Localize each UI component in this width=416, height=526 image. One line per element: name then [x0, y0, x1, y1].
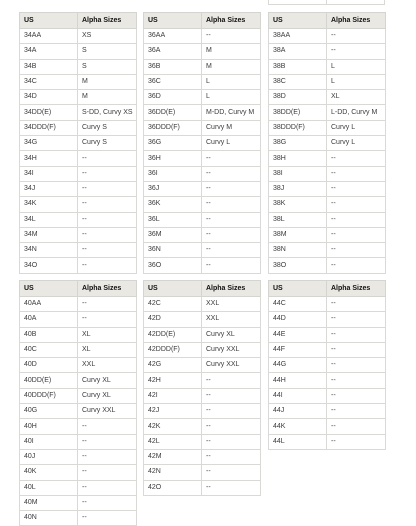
column-header-us: US: [269, 281, 327, 297]
table-row: [144, 151, 261, 166]
alpha-size-cell: --: [327, 388, 386, 403]
alpha-size-cell: --: [78, 151, 137, 166]
alpha-size-cell: --: [202, 480, 261, 495]
us-size-cell: 38AA: [269, 29, 327, 44]
table-row: [269, 327, 386, 342]
us-size-cell: 36B: [144, 59, 202, 74]
alpha-size-cell: --: [202, 404, 261, 419]
alpha-size-cell: --: [327, 419, 386, 434]
us-size-cell: 34J: [20, 181, 78, 196]
table-row: [269, 358, 386, 373]
table-header-row: [269, 281, 386, 297]
table-row: [144, 59, 261, 74]
table-row: [20, 227, 137, 242]
alpha-size-cell: M: [78, 90, 137, 105]
column-header-us: US: [20, 13, 78, 29]
alpha-size-cell: --: [202, 465, 261, 480]
table-row: [144, 373, 261, 388]
alpha-size-cell: Curvy M: [202, 120, 261, 135]
us-size-cell: 36O: [144, 258, 202, 273]
us-size-cell: 44E: [269, 327, 327, 342]
table-row: [20, 151, 137, 166]
table-row: [269, 44, 386, 59]
table-row: [144, 258, 261, 273]
table-row: [269, 136, 386, 151]
table-row: [20, 197, 137, 212]
us-size-cell: 40I: [20, 434, 78, 449]
us-size-cell: 34C: [20, 74, 78, 89]
column-header-us: US: [20, 281, 78, 297]
alpha-size-cell: --: [327, 44, 386, 59]
us-size-cell: 38K: [269, 197, 327, 212]
alpha-size-cell: L: [202, 74, 261, 89]
us-size-cell: 44K: [269, 419, 327, 434]
table-row: [144, 197, 261, 212]
alpha-size-cell: --: [327, 342, 386, 357]
table-row: [144, 243, 261, 258]
us-size-cell: 38O: [269, 258, 327, 273]
table-row: [144, 480, 261, 495]
table-row: [20, 120, 137, 135]
alpha-size-cell: S: [78, 44, 137, 59]
alpha-size-cell: --: [327, 297, 386, 312]
us-size-cell: 40B: [20, 327, 78, 342]
table-row: [20, 166, 137, 181]
table-row: [144, 90, 261, 105]
us-size-cell: 36M: [144, 227, 202, 242]
alpha-size-cell: --: [327, 212, 386, 227]
alpha-size-cell: Curvy S: [78, 120, 137, 135]
table-row: [144, 419, 261, 434]
alpha-size-cell: Curvy XXL: [78, 404, 137, 419]
table-row: [269, 312, 386, 327]
alpha-size-cell: L-DD, Curvy M: [327, 105, 386, 120]
alpha-size-cell: --: [327, 151, 386, 166]
alpha-size-cell: XXL: [202, 297, 261, 312]
us-size-cell: 40D: [20, 358, 78, 373]
table-row: [20, 312, 137, 327]
us-size-cell: 38J: [269, 181, 327, 196]
us-size-cell: 38L: [269, 212, 327, 227]
alpha-size-cell: --: [327, 243, 386, 258]
alpha-size-cell: S-DD, Curvy XS: [78, 105, 137, 120]
alpha-size-cell: --: [78, 181, 137, 196]
table-row: [20, 449, 137, 464]
alpha-size-cell: L: [327, 59, 386, 74]
alpha-size-cell: XXL: [202, 312, 261, 327]
table-row: [269, 227, 386, 242]
alpha-size-cell: --: [78, 312, 137, 327]
us-size-cell: 38B: [269, 59, 327, 74]
column-header-alpha-sizes: Alpha Sizes: [78, 13, 137, 29]
us-size-cell: 42K: [144, 419, 202, 434]
table-row: [144, 74, 261, 89]
us-size-cell: 38A: [269, 44, 327, 59]
alpha-size-cell: --: [78, 166, 137, 181]
alpha-size-cell: XXL: [78, 358, 137, 373]
us-size-cell: 38H: [269, 151, 327, 166]
us-size-cell: 40J: [20, 449, 78, 464]
table-row: [144, 358, 261, 373]
table-row: [269, 342, 386, 357]
table-row: [20, 373, 137, 388]
us-size-cell: 44J: [269, 404, 327, 419]
alpha-size-cell: --: [202, 212, 261, 227]
us-size-cell: 40A: [20, 312, 78, 327]
table-row: [144, 449, 261, 464]
us-size-cell: 44D: [269, 312, 327, 327]
size-table-40: [19, 280, 137, 526]
alpha-size-cell: --: [78, 434, 137, 449]
us-size-cell: 40N: [20, 511, 78, 526]
alpha-size-cell: --: [327, 373, 386, 388]
alpha-size-cell: --: [327, 29, 386, 44]
table-row: [20, 419, 137, 434]
table-row: [269, 297, 386, 312]
alpha-size-cell: --: [327, 327, 386, 342]
column-header-alpha-sizes: Alpha Sizes: [78, 281, 137, 297]
us-size-cell: 36C: [144, 74, 202, 89]
table-row: [20, 243, 137, 258]
alpha-size-cell: --: [202, 181, 261, 196]
alpha-size-cell: Curvy XXL: [202, 342, 261, 357]
table-row: [269, 105, 386, 120]
us-size-cell: 36J: [144, 181, 202, 196]
us-size-cell: 34O: [20, 258, 78, 273]
table-row: [20, 59, 137, 74]
alpha-size-cell: --: [78, 480, 137, 495]
alpha-size-cell: XS: [78, 29, 137, 44]
table-row: [144, 136, 261, 151]
alpha-size-cell: --: [327, 434, 386, 449]
table-row: [269, 151, 386, 166]
us-size-cell: 40K: [20, 465, 78, 480]
alpha-size-cell: --: [202, 373, 261, 388]
alpha-size-cell: M: [202, 59, 261, 74]
table-header-row: [20, 281, 137, 297]
table-row: [144, 29, 261, 44]
table-row: [269, 166, 386, 181]
table-row: [144, 388, 261, 403]
us-size-cell: 42L: [144, 434, 202, 449]
table-row: [144, 212, 261, 227]
table-row: [269, 419, 386, 434]
us-size-cell: 34AA: [20, 29, 78, 44]
table-header-row: [144, 281, 261, 297]
alpha-size-cell: --: [78, 419, 137, 434]
table-row: [269, 212, 386, 227]
table-header-row: [269, 13, 386, 29]
us-size-cell: 42DDD(F): [144, 342, 202, 357]
table-row: [20, 511, 137, 526]
us-size-cell: 38DD(E): [269, 105, 327, 120]
us-size-cell: 40M: [20, 495, 78, 510]
alpha-size-cell: --: [327, 404, 386, 419]
table-header-row: [20, 13, 137, 29]
us-size-cell: 40DDD(F): [20, 388, 78, 403]
us-size-cell: 34H: [20, 151, 78, 166]
us-size-cell: 40L: [20, 480, 78, 495]
us-size-cell: 38DDD(F): [269, 120, 327, 135]
us-size-cell: 42G: [144, 358, 202, 373]
us-size-cell: 36A: [144, 44, 202, 59]
us-size-cell: 42J: [144, 404, 202, 419]
table-row: [144, 342, 261, 357]
us-size-cell: 40DD(E): [20, 373, 78, 388]
alpha-size-cell: --: [78, 465, 137, 480]
us-size-cell: 34DDD(F): [20, 120, 78, 135]
alpha-size-cell: Curvy XL: [202, 327, 261, 342]
table-row: [269, 388, 386, 403]
us-size-cell: 42M: [144, 449, 202, 464]
us-size-cell: 38G: [269, 136, 327, 151]
us-size-cell: 36L: [144, 212, 202, 227]
us-size-cell: 34D: [20, 90, 78, 105]
us-size-cell: 34M: [20, 227, 78, 242]
alpha-size-cell: --: [327, 358, 386, 373]
alpha-size-cell: --: [327, 258, 386, 273]
table-row: [20, 388, 137, 403]
table-row: [144, 434, 261, 449]
table-row: [20, 74, 137, 89]
alpha-size-cell: M-DD, Curvy M: [202, 105, 261, 120]
us-size-cell: 42H: [144, 373, 202, 388]
alpha-size-cell: --: [327, 166, 386, 181]
alpha-size-cell: --: [202, 197, 261, 212]
alpha-size-cell: XL: [78, 342, 137, 357]
table-row: [269, 29, 386, 44]
table-row: [144, 227, 261, 242]
alpha-size-cell: --: [78, 258, 137, 273]
us-size-cell: 34K: [20, 197, 78, 212]
column-header-alpha-sizes: Alpha Sizes: [327, 13, 386, 29]
us-size-cell: 42O: [144, 480, 202, 495]
table-row: [144, 166, 261, 181]
table-row: [144, 297, 261, 312]
table-row: [144, 120, 261, 135]
us-size-cell: 34I: [20, 166, 78, 181]
alpha-size-cell: --: [202, 151, 261, 166]
us-size-cell: 40AA: [20, 297, 78, 312]
column-header-us: US: [144, 13, 202, 29]
alpha-size-cell: Curvy L: [202, 136, 261, 151]
alpha-size-cell: --: [202, 258, 261, 273]
table-row: [269, 243, 386, 258]
previous-table-bottom-edge: [268, 0, 385, 5]
us-size-cell: 42DD(E): [144, 327, 202, 342]
us-size-cell: 38M: [269, 227, 327, 242]
alpha-size-cell: --: [202, 434, 261, 449]
us-size-cell: 34A: [20, 44, 78, 59]
us-size-cell: 36K: [144, 197, 202, 212]
alpha-size-cell: XL: [78, 327, 137, 342]
size-table-44: [268, 280, 386, 450]
table-row: [144, 44, 261, 59]
alpha-size-cell: --: [202, 243, 261, 258]
alpha-size-cell: Curvy XXL: [202, 358, 261, 373]
alpha-size-cell: --: [78, 212, 137, 227]
table-row: [20, 327, 137, 342]
alpha-size-cell: --: [202, 29, 261, 44]
table-row: [269, 181, 386, 196]
alpha-size-cell: --: [78, 449, 137, 464]
alpha-size-cell: --: [78, 495, 137, 510]
us-size-cell: 36G: [144, 136, 202, 151]
us-size-cell: 36I: [144, 166, 202, 181]
us-size-cell: 38N: [269, 243, 327, 258]
us-size-cell: 34N: [20, 243, 78, 258]
size-table-42: [143, 280, 261, 496]
column-header-us: US: [269, 13, 327, 29]
alpha-size-cell: --: [327, 227, 386, 242]
table-row: [20, 136, 137, 151]
table-row: [20, 404, 137, 419]
us-size-cell: 36H: [144, 151, 202, 166]
alpha-size-cell: XL: [327, 90, 386, 105]
size-table-34: [19, 12, 137, 274]
alpha-size-cell: L: [327, 74, 386, 89]
us-size-cell: 36DDD(F): [144, 120, 202, 135]
us-size-cell: 36DD(E): [144, 105, 202, 120]
table-row: [269, 434, 386, 449]
us-size-cell: 42N: [144, 465, 202, 480]
us-size-cell: 40H: [20, 419, 78, 434]
column-header-alpha-sizes: Alpha Sizes: [202, 13, 261, 29]
alpha-size-cell: --: [78, 511, 137, 526]
us-size-cell: 44L: [269, 434, 327, 449]
us-size-cell: 34L: [20, 212, 78, 227]
table-row: [269, 120, 386, 135]
alpha-size-cell: Curvy XL: [78, 388, 137, 403]
table-row: [20, 495, 137, 510]
table-row: [20, 465, 137, 480]
alpha-size-cell: Curvy L: [327, 136, 386, 151]
table-row: [269, 90, 386, 105]
table-row: [20, 90, 137, 105]
us-size-cell: 44I: [269, 388, 327, 403]
us-size-cell: 34G: [20, 136, 78, 151]
us-size-cell: 36N: [144, 243, 202, 258]
table-row: [269, 59, 386, 74]
alpha-size-cell: --: [202, 449, 261, 464]
alpha-size-cell: Curvy S: [78, 136, 137, 151]
alpha-size-cell: M: [202, 44, 261, 59]
table-row: [20, 29, 137, 44]
table-row: [144, 465, 261, 480]
us-size-cell: 42C: [144, 297, 202, 312]
alpha-size-cell: --: [78, 243, 137, 258]
us-size-cell: 38I: [269, 166, 327, 181]
table-row: [20, 105, 137, 120]
table-row: [269, 258, 386, 273]
table-row: [144, 327, 261, 342]
alpha-size-cell: S: [78, 59, 137, 74]
table-row: [269, 404, 386, 419]
table-row: [144, 404, 261, 419]
alpha-size-cell: --: [327, 197, 386, 212]
us-size-cell: 40G: [20, 404, 78, 419]
table-row: [20, 181, 137, 196]
table-row: [20, 44, 137, 59]
table-header-row: [144, 13, 261, 29]
us-size-cell: 44H: [269, 373, 327, 388]
table-row: [20, 212, 137, 227]
table-row: [144, 181, 261, 196]
us-size-cell: 34B: [20, 59, 78, 74]
us-size-cell: 44C: [269, 297, 327, 312]
table-row: [20, 434, 137, 449]
alpha-size-cell: Curvy L: [327, 120, 386, 135]
alpha-size-cell: --: [202, 388, 261, 403]
alpha-size-cell: --: [327, 312, 386, 327]
us-size-cell: 36D: [144, 90, 202, 105]
alpha-size-cell: --: [202, 166, 261, 181]
column-header-us: US: [144, 281, 202, 297]
alpha-size-cell: --: [327, 181, 386, 196]
us-size-cell: 42I: [144, 388, 202, 403]
alpha-size-cell: --: [78, 227, 137, 242]
table-row: [20, 258, 137, 273]
us-size-cell: 38D: [269, 90, 327, 105]
table-row: [144, 312, 261, 327]
alpha-size-cell: Curvy XL: [78, 373, 137, 388]
alpha-size-cell: L: [202, 90, 261, 105]
us-size-cell: 44F: [269, 342, 327, 357]
column-header-alpha-sizes: Alpha Sizes: [202, 281, 261, 297]
table-row: [20, 342, 137, 357]
us-size-cell: 42D: [144, 312, 202, 327]
table-row: [20, 480, 137, 495]
us-size-cell: 40C: [20, 342, 78, 357]
table-row: [20, 358, 137, 373]
table-row: [269, 373, 386, 388]
alpha-size-cell: M: [78, 74, 137, 89]
table-row: [269, 197, 386, 212]
us-size-cell: 36AA: [144, 29, 202, 44]
us-size-cell: 34DD(E): [20, 105, 78, 120]
table-row: [144, 105, 261, 120]
table-row: [269, 74, 386, 89]
column-header-alpha-sizes: Alpha Sizes: [327, 281, 386, 297]
alpha-size-cell: --: [78, 197, 137, 212]
us-size-cell: 44G: [269, 358, 327, 373]
size-table-38: [268, 12, 386, 274]
size-table-36: [143, 12, 261, 274]
alpha-size-cell: --: [78, 297, 137, 312]
alpha-size-cell: --: [202, 419, 261, 434]
table-row: [20, 297, 137, 312]
alpha-size-cell: --: [202, 227, 261, 242]
us-size-cell: 38C: [269, 74, 327, 89]
